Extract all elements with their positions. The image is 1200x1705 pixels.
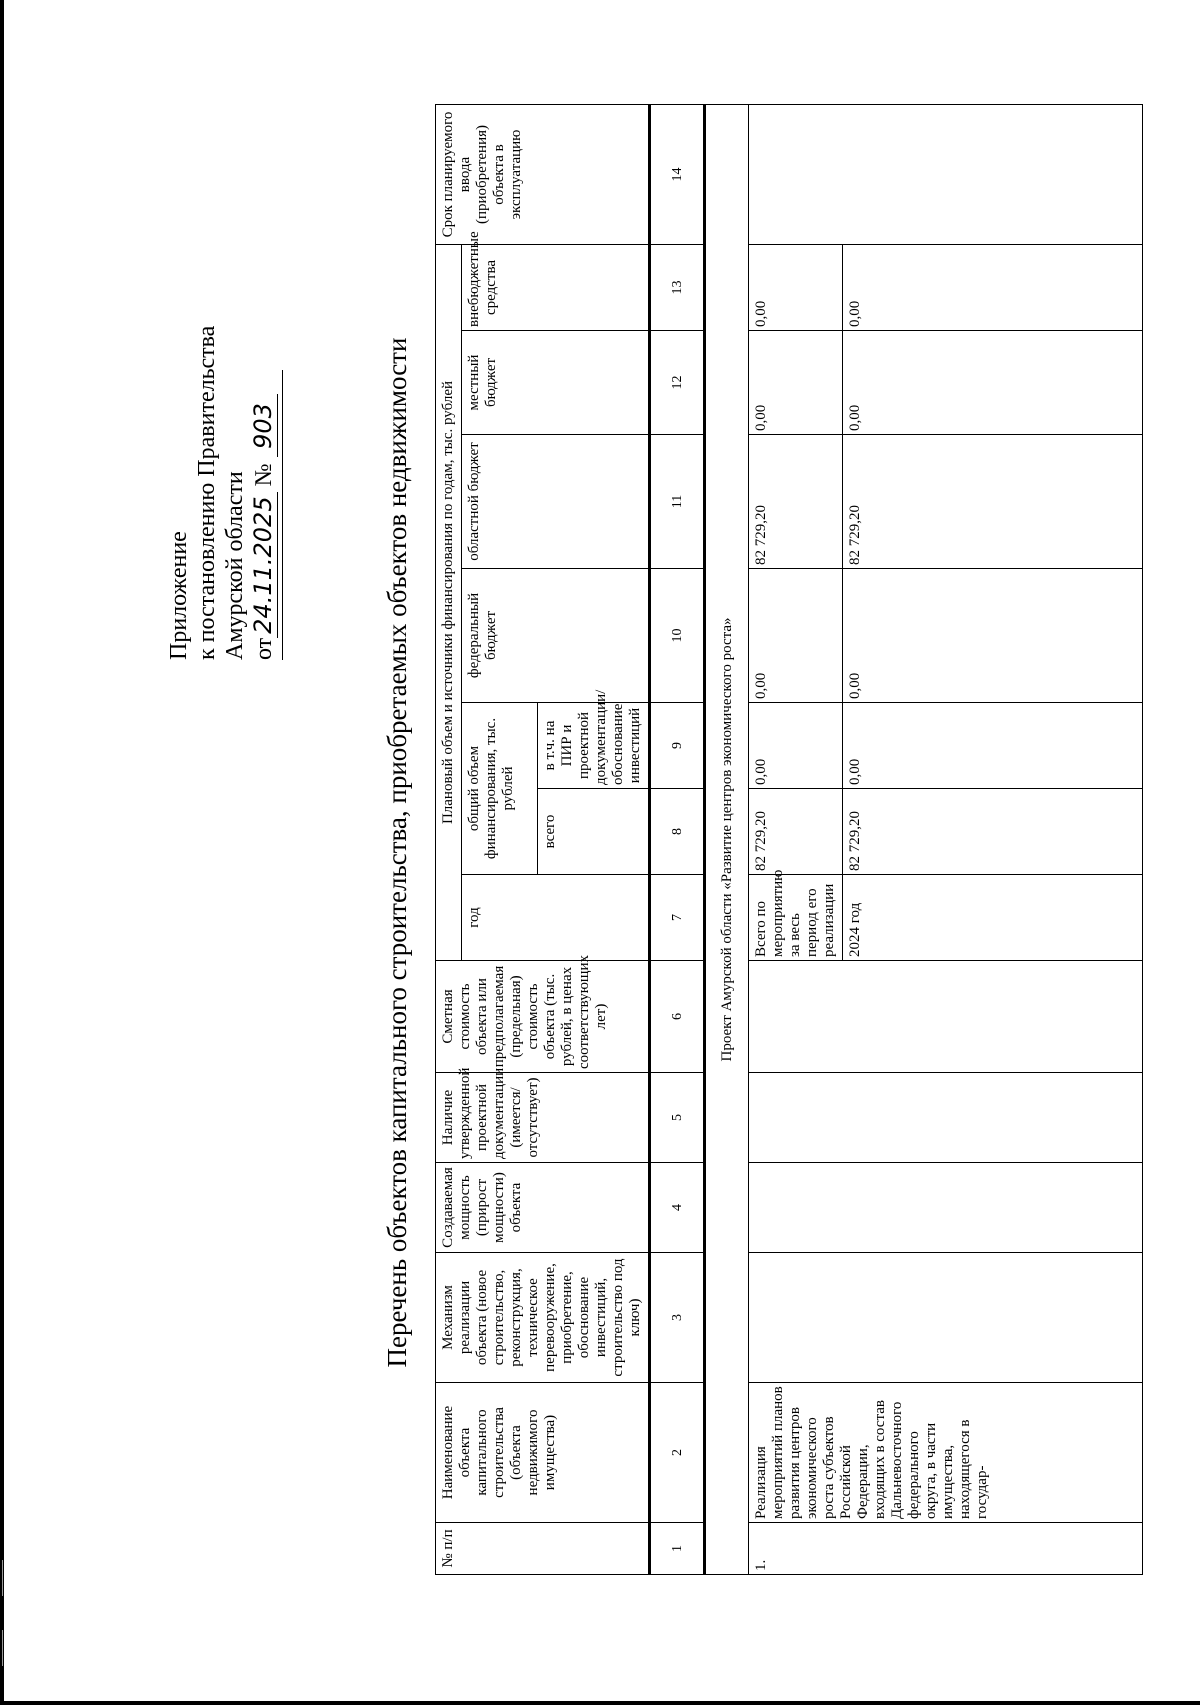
appendix-underline	[282, 370, 283, 660]
row-pir: 0,00	[843, 703, 1143, 789]
row-number: 1.	[749, 1523, 1143, 1575]
header-total-all: всего	[538, 789, 650, 875]
row-federal: 0,00	[749, 569, 843, 703]
row-capacity	[749, 1163, 1143, 1253]
column-number: 11	[650, 435, 705, 569]
column-number: 12	[650, 331, 705, 435]
appendix-decree: к постановлению Правительства	[194, 325, 220, 660]
row-extra: 0,00	[843, 245, 1143, 331]
section-row	[705, 105, 749, 1575]
row-object-name: Реализация мероприятий планов развития центров экономического роста субъектов Российской Федерации, входящих в состав Дальневосточного федерального округа, в части имущества, находящегося в государ-	[749, 1383, 1143, 1523]
column-number: 3	[650, 1253, 705, 1383]
header-year: год	[462, 875, 650, 961]
column-number: 1	[650, 1523, 705, 1575]
column-number: 10	[650, 569, 705, 703]
row-total: 82 729,20	[843, 789, 1143, 875]
document-title: Перечень объектов капитального строительства, приобретаемых объектов недвижимости	[382, 337, 412, 1368]
row-local: 0,00	[749, 331, 843, 435]
header-total-pir: в т.ч. на ПИР и проектной документации/ обоснование инвестиций	[538, 703, 650, 789]
header-mechanism: Механизм реализации объекта (новое строительство, реконструкция, техническое перевооружение, приобретение, обоснование инвестиций, строительство под ключ)	[436, 1253, 650, 1383]
header-row	[436, 105, 462, 1575]
objects-table	[435, 104, 1143, 1575]
row-year: 2024 год	[843, 875, 1143, 961]
column-number: 7	[650, 875, 705, 961]
row-year: Всего по мероприятию за весь период его реализации	[749, 875, 843, 961]
header-plan: Плановый объем и источники финансирования по годам, тыс. рублей	[436, 245, 462, 961]
column-number: 6	[650, 961, 705, 1073]
row-estimated-cost	[749, 961, 1143, 1073]
appendix-region: Амурской области	[222, 471, 248, 660]
header-total-group: общий объем финансирования, тыс. рублей	[462, 703, 538, 875]
column-number: 8	[650, 789, 705, 875]
column-number-row	[650, 105, 705, 1575]
header-num: № п/п	[436, 1523, 650, 1575]
appendix-date-line	[249, 326, 278, 660]
column-number: 14	[650, 105, 705, 245]
row-mechanism	[749, 1253, 1143, 1383]
row-project-docs	[749, 1073, 1143, 1163]
row-deadline	[749, 105, 1143, 245]
row-extra: 0,00	[749, 245, 843, 331]
handwritten-date: 24.11.2025	[249, 492, 278, 637]
appendix-block	[165, 326, 283, 660]
header-capacity: Создаваемая мощность (прирост мощности) объекта	[436, 1163, 650, 1253]
handwritten-number: 903	[249, 395, 278, 458]
header-local: местный бюджет	[462, 331, 650, 435]
row-local: 0,00	[843, 331, 1143, 435]
header-project-docs: Наличие утвержденной проектной документации (имеется/ отсутствует)	[436, 1073, 650, 1163]
table-row	[749, 105, 843, 1575]
header-extra: внебюджетные средства	[462, 245, 650, 331]
column-number: 9	[650, 703, 705, 789]
column-number: 13	[650, 245, 705, 331]
date-prefix: от	[251, 637, 277, 660]
header-regional: областной бюджет	[462, 435, 650, 569]
header-object-name: Наименование объекта капитального строительства (объекта недвижимого имущества)	[436, 1383, 650, 1523]
row-total: 82 729,20	[749, 789, 843, 875]
column-number: 2	[650, 1383, 705, 1523]
row-federal: 0,00	[843, 569, 1143, 703]
header-deadline: Срок планируемого ввода (приобретения) объекта в эксплуатацию	[436, 105, 650, 245]
row-regional: 82 729,20	[749, 435, 843, 569]
header-federal: федеральный бюджет	[462, 569, 650, 703]
appendix-label: Приложение	[166, 531, 192, 660]
section-title: Проект Амурской области «Развитие центров экономического роста»	[705, 105, 749, 1575]
column-number: 4	[650, 1163, 705, 1253]
row-pir: 0,00	[749, 703, 843, 789]
column-number: 5	[650, 1073, 705, 1163]
row-regional: 82 729,20	[843, 435, 1143, 569]
header-estimated-cost: Сметная стоимость объекта или предполагаемая (предельная) стоимость объекта (тыс. рублей, в ценах соответствующих лет)	[436, 961, 650, 1073]
number-label: №	[251, 463, 277, 487]
